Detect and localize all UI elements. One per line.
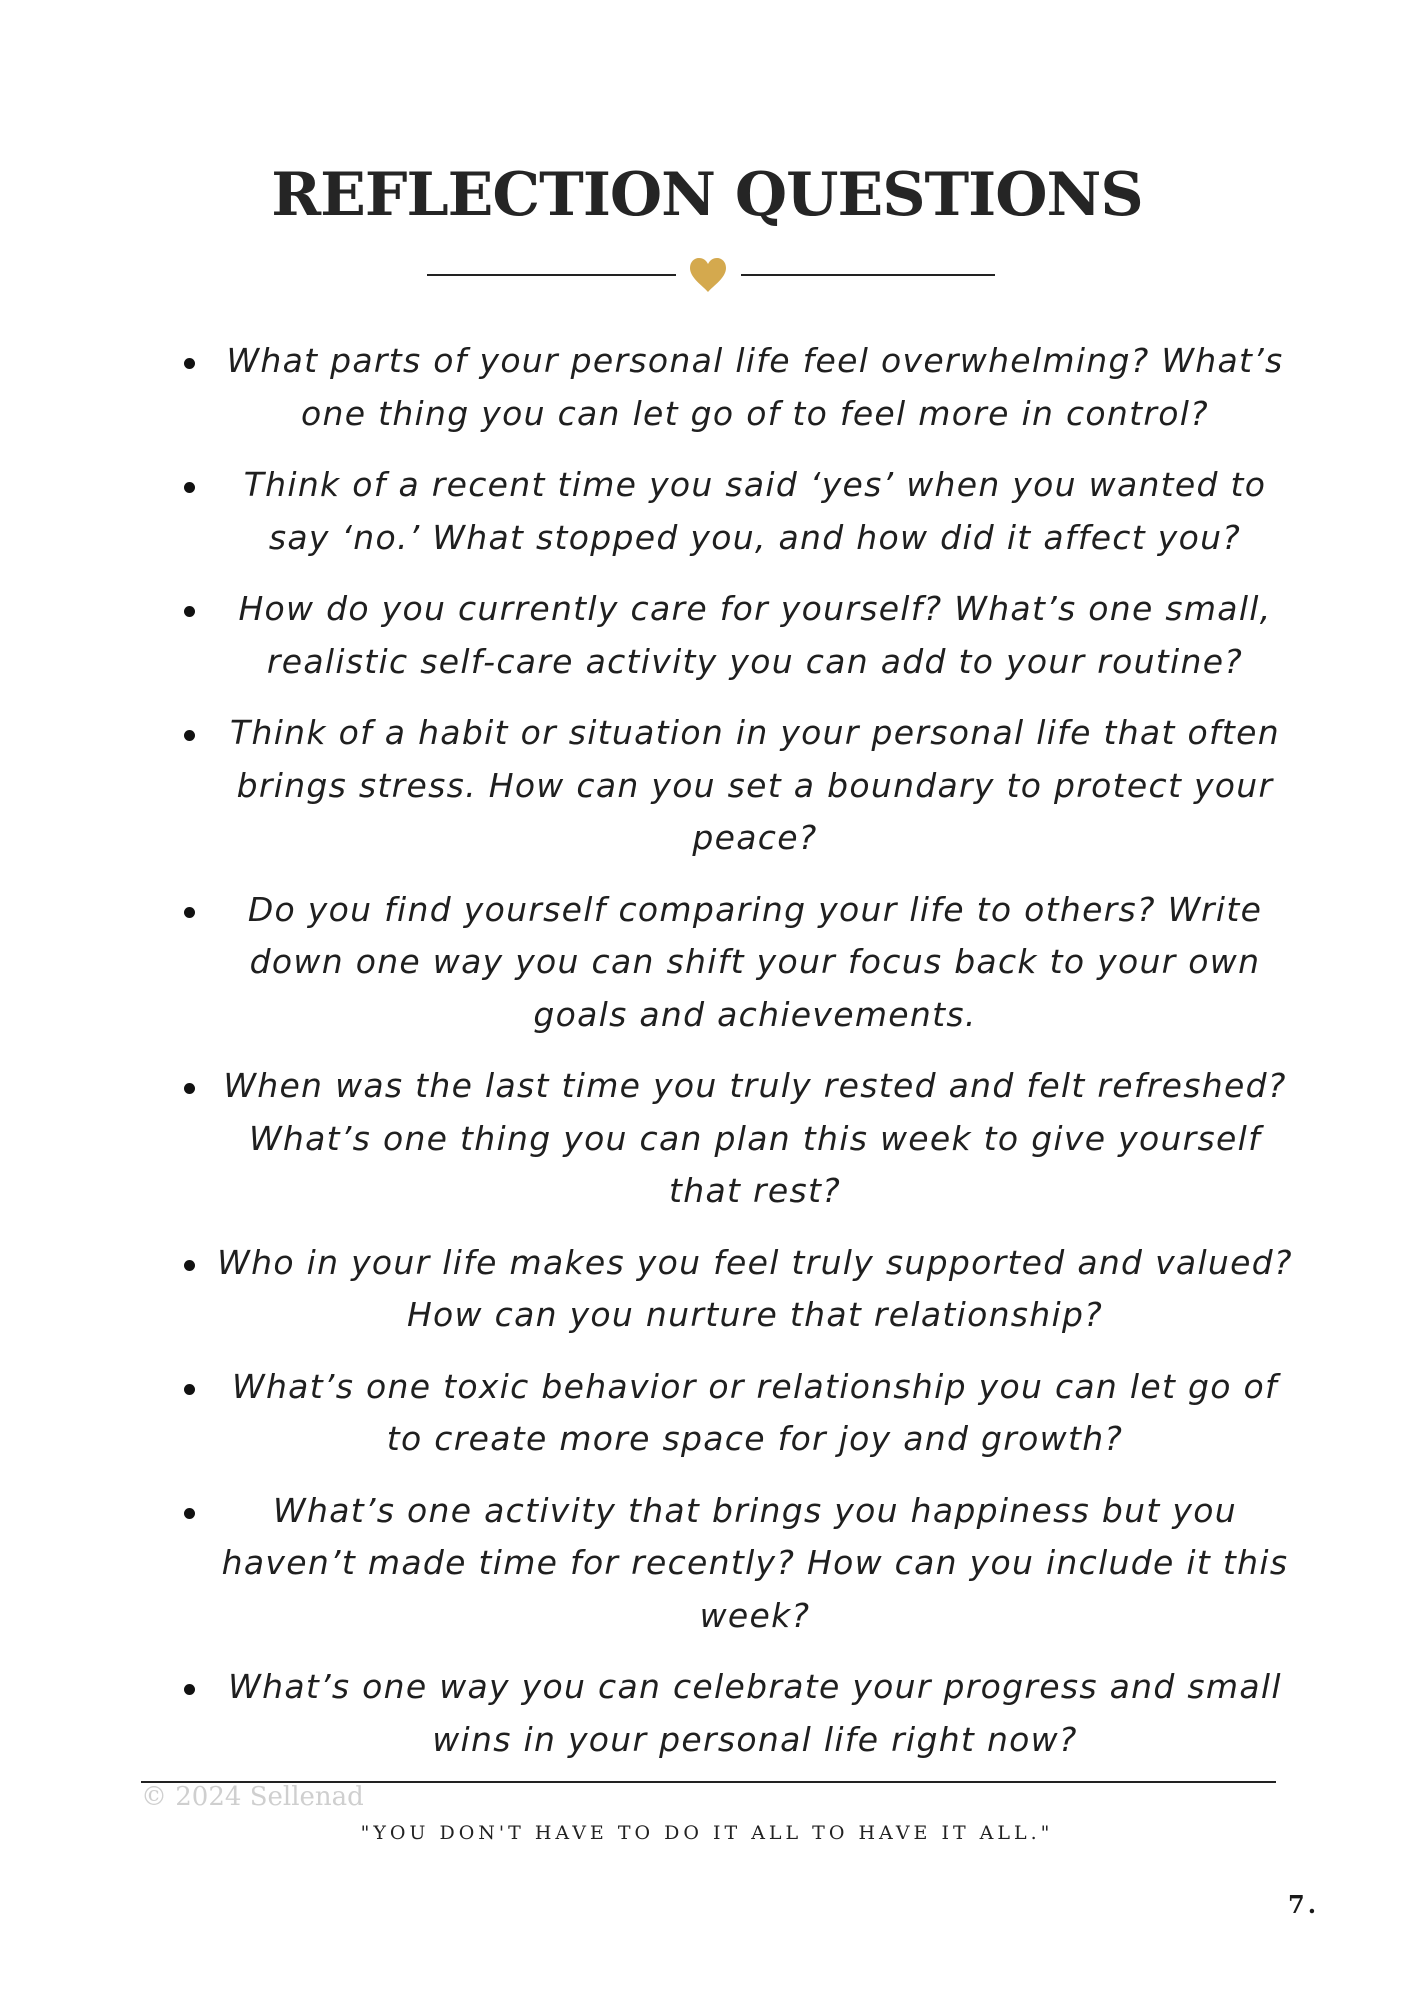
bullet-icon	[184, 907, 195, 918]
list-item	[0, 459, 1414, 564]
bullet-icon	[184, 1083, 195, 1094]
bullet-icon	[184, 1684, 195, 1695]
list-item	[0, 1060, 1414, 1218]
question-text: How do you currently care for yourself? What’s one small, realistic self-care activity you can add to your routine?	[238, 589, 1272, 681]
question-text: Think of a recent time you said ‘yes’ when you wanted to say ‘no.’ What stopped you, and how did it affect you?	[243, 465, 1267, 557]
list-item	[0, 1237, 1414, 1342]
copyright-text: © 2024 Sellenad	[141, 1782, 364, 1812]
bullet-icon	[184, 1260, 195, 1271]
heart-icon	[689, 257, 727, 293]
list-item	[0, 335, 1414, 440]
page-title: REFLECTION QUESTIONS	[271, 160, 1143, 230]
page-number: 7.	[1288, 1890, 1320, 1919]
bullet-icon	[184, 1384, 195, 1395]
question-text: What’s one activity that brings you happiness but you haven’t made time for recently? How can you include it this week?	[221, 1490, 1289, 1635]
bullet-icon	[184, 1508, 195, 1519]
list-item	[0, 884, 1414, 1042]
question-text: What parts of your personal life feel overwhelming? What’s one thing you can let go of to feel more in control?	[226, 341, 1284, 433]
bullet-icon	[184, 482, 195, 493]
question-list	[0, 335, 1414, 1785]
title-divider	[0, 256, 1414, 296]
bullet-icon	[184, 606, 195, 617]
list-item	[0, 583, 1414, 688]
divider-line-right	[741, 274, 995, 276]
list-item	[0, 1361, 1414, 1466]
question-text: When was the last time you truly rested and felt refreshed? What’s one thing you can plan this week to give yourself that rest?	[223, 1066, 1287, 1210]
question-text: What’s one toxic behavior or relationship you can let go of to create more space for joy and growth?	[232, 1366, 1278, 1458]
list-item	[0, 707, 1414, 865]
question-text: Do you find yourself comparing your life to others? Write down one way you can shift your focus back to your own goals and achievements.	[247, 889, 1263, 1034]
bullet-icon	[184, 358, 195, 369]
footer-quote: "YOU DON'T HAVE TO DO IT ALL TO HAVE IT ALL."	[360, 1822, 1054, 1844]
divider-line-left	[427, 274, 676, 276]
question-text: What’s one way you can celebrate your progress and small wins in your personal life right now?	[228, 1667, 1282, 1759]
question-text: Think of a habit or situation in your personal life that often brings stress. How can you set a boundary to protect your peace?	[230, 713, 1280, 857]
bullet-icon	[184, 730, 195, 741]
question-text: Who in your life makes you feel truly supported and valued? How can you nurture that relationship?	[217, 1242, 1293, 1334]
list-item	[0, 1661, 1414, 1766]
list-item	[0, 1485, 1414, 1643]
